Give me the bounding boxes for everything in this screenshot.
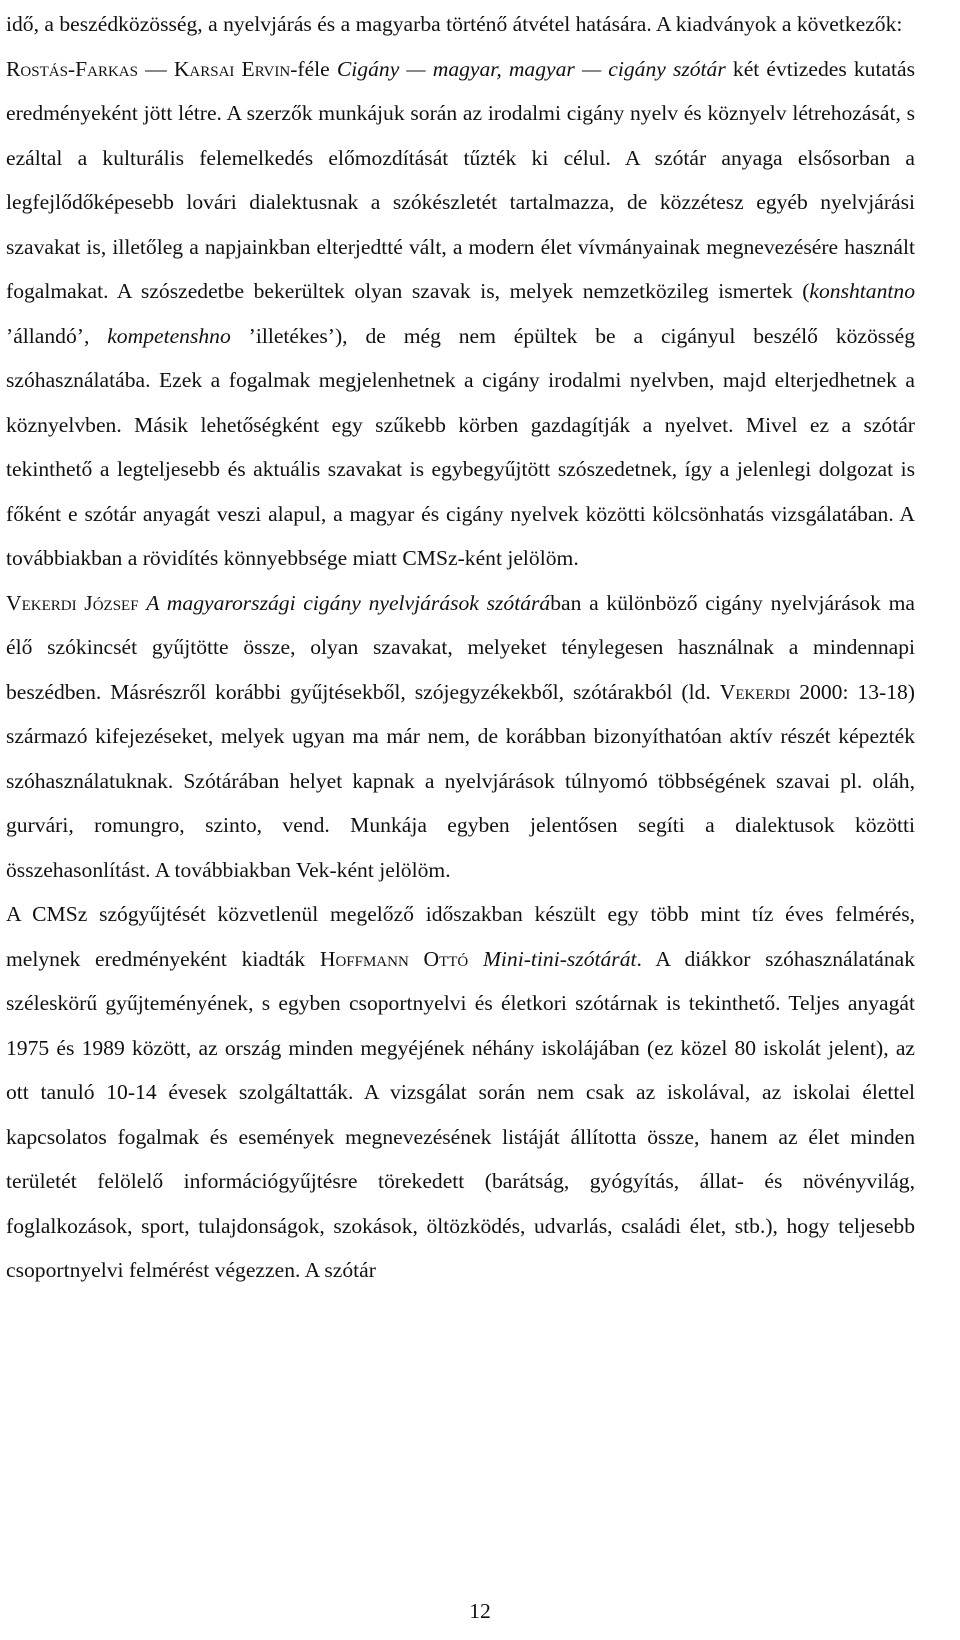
- text-run: 2000: 13-18) származó kifejezéseket, melyek ugyan ma már nem, de korábban bizonyíthatóan aktív részét képezték szóhasználatuknak. Szótárában helyet kapnak a nyelvjárások túlnyomó többségének szavai pl. oláh, gurvári, romungro, szinto, vend. Munkája egyben jelentősen segíti a dialektusok közötti összehasonlítást. A továbbiakban Vek-ként jelölöm.: [6, 679, 915, 882]
- text-run: ban a különböző cigány nyelvjárások ma élő szókincsét gyűjtötte össze, olyan szavakat, melyeket ténylegesen használnak a mindennapi beszédben. Másrészről korábbi gyűjtésekből, szójegyzékekből, szótárakból (ld.: [6, 590, 916, 704]
- text-run: idő, a beszédközösség, a nyelvjárás és a magyarba történő átvétel hatására. A kiadványok a következők:: [6, 12, 903, 36]
- text-run: —: [137, 56, 174, 81]
- paragraph-cmsz: [6, 47, 915, 581]
- italic-text: Cigány — magyar, magyar — cigány szótár: [336, 56, 726, 81]
- italic-text: A magyarországi cigány nyelvjárások szótárá: [146, 590, 551, 615]
- text-run: ’illetékes’), de még nem épültek be a cigányul beszélő közösség szóhasználatába. Ezek a fogalmak megjelenhetnek a cigány irodalmi nyelvben, majd elterjedhetnek a köznyelvben. Másik lehetőségként egy szűkebb körben gazdagítják a nyelvet. Mivel ez a szótár tekinthető a legteljesebb és aktuális szavakat is egybegyűjtött szószedetnek, így a jelenlegi dolgozat is főként e szótár anyagát veszi alapul, a magyar és cigány nyelvek közötti kölcsönhatás vizsgálatában. A továbbiakban a rövidítés könnyebbsége miatt CMSz-ként jelölöm.: [6, 323, 915, 570]
- italic-text: kompetenshno: [107, 323, 231, 348]
- text-run: két évtizedes kutatás eredményeként jött létre. A szerzők munkájuk során az irodalmi cigány nyelv és köznyelv létrehozását, s ezáltal a kulturális felemelkedés előmozdítását tűzték ki célul. A szótár anyaga elsősorban a legfejlődőképesebb lovári dialektusnak a szókészletét tartalmazza, de közzétesz egyéb nyelvjárási szavakat is, illetőleg a napjainkban elterjedtté vált, a modern élet vívmányainak megnevezésére használt fogalmakat. A szószedetbe bekerültek olyan szavak is, melyek nemzetközileg ismertek (: [6, 56, 916, 303]
- text-run: . A diákkor szóhasználatának széleskörű gyűjteményének, s egyben csoportnyelvi és életkori szótárnak is tekinthető. Teljes anyagát 1975 és 1989 között, az ország minden megyéjének néhány iskolájában (ez közel 80 iskolát jelent), az ott tanuló 10-14 évesek szolgáltatták. A vizsgálat során nem csak az iskolával, az iskolai élettel kapcsolatos fogalmak és események megnevezésének listáját állította össze, hanem az élet minden területét felölelő információgyűjtésre törekedett (barátság, gyógyítás, állat- és növényvilág, foglalkozások, sport, tulajdonságok, szokások, öltözködés, udvarlás, családi élet, stb.), hogy teljesebb csoportnyelvi felmérést végezzen. A szótár: [6, 946, 915, 1282]
- paragraph-mini-tini: [6, 892, 915, 1293]
- paragraph-vek: [6, 581, 915, 893]
- text-run: ’állandó’,: [6, 323, 108, 348]
- author-name: Hoffmann Ottó: [319, 946, 469, 971]
- author-name: Rostás-Farkas: [6, 56, 138, 81]
- italic-text: Mini-tini-szótárát: [482, 946, 637, 971]
- text-run: -féle: [290, 56, 337, 81]
- document-body: [6, 2, 915, 1293]
- page-number: 12: [469, 1599, 491, 1623]
- text-run: A CMSz szógyűjtését közvetlenül megelőző időszakban készült egy több mint tíz éves felmérés, melynek eredményeként kiadták: [6, 902, 915, 971]
- author-name: Vekerdi József: [6, 590, 139, 615]
- author-name: Karsai Ervin: [173, 56, 291, 81]
- author-name: Vekerdi: [719, 679, 791, 704]
- paragraph-intro: [6, 2, 915, 47]
- text-run: [468, 947, 483, 971]
- italic-text: konshtantno: [809, 279, 915, 303]
